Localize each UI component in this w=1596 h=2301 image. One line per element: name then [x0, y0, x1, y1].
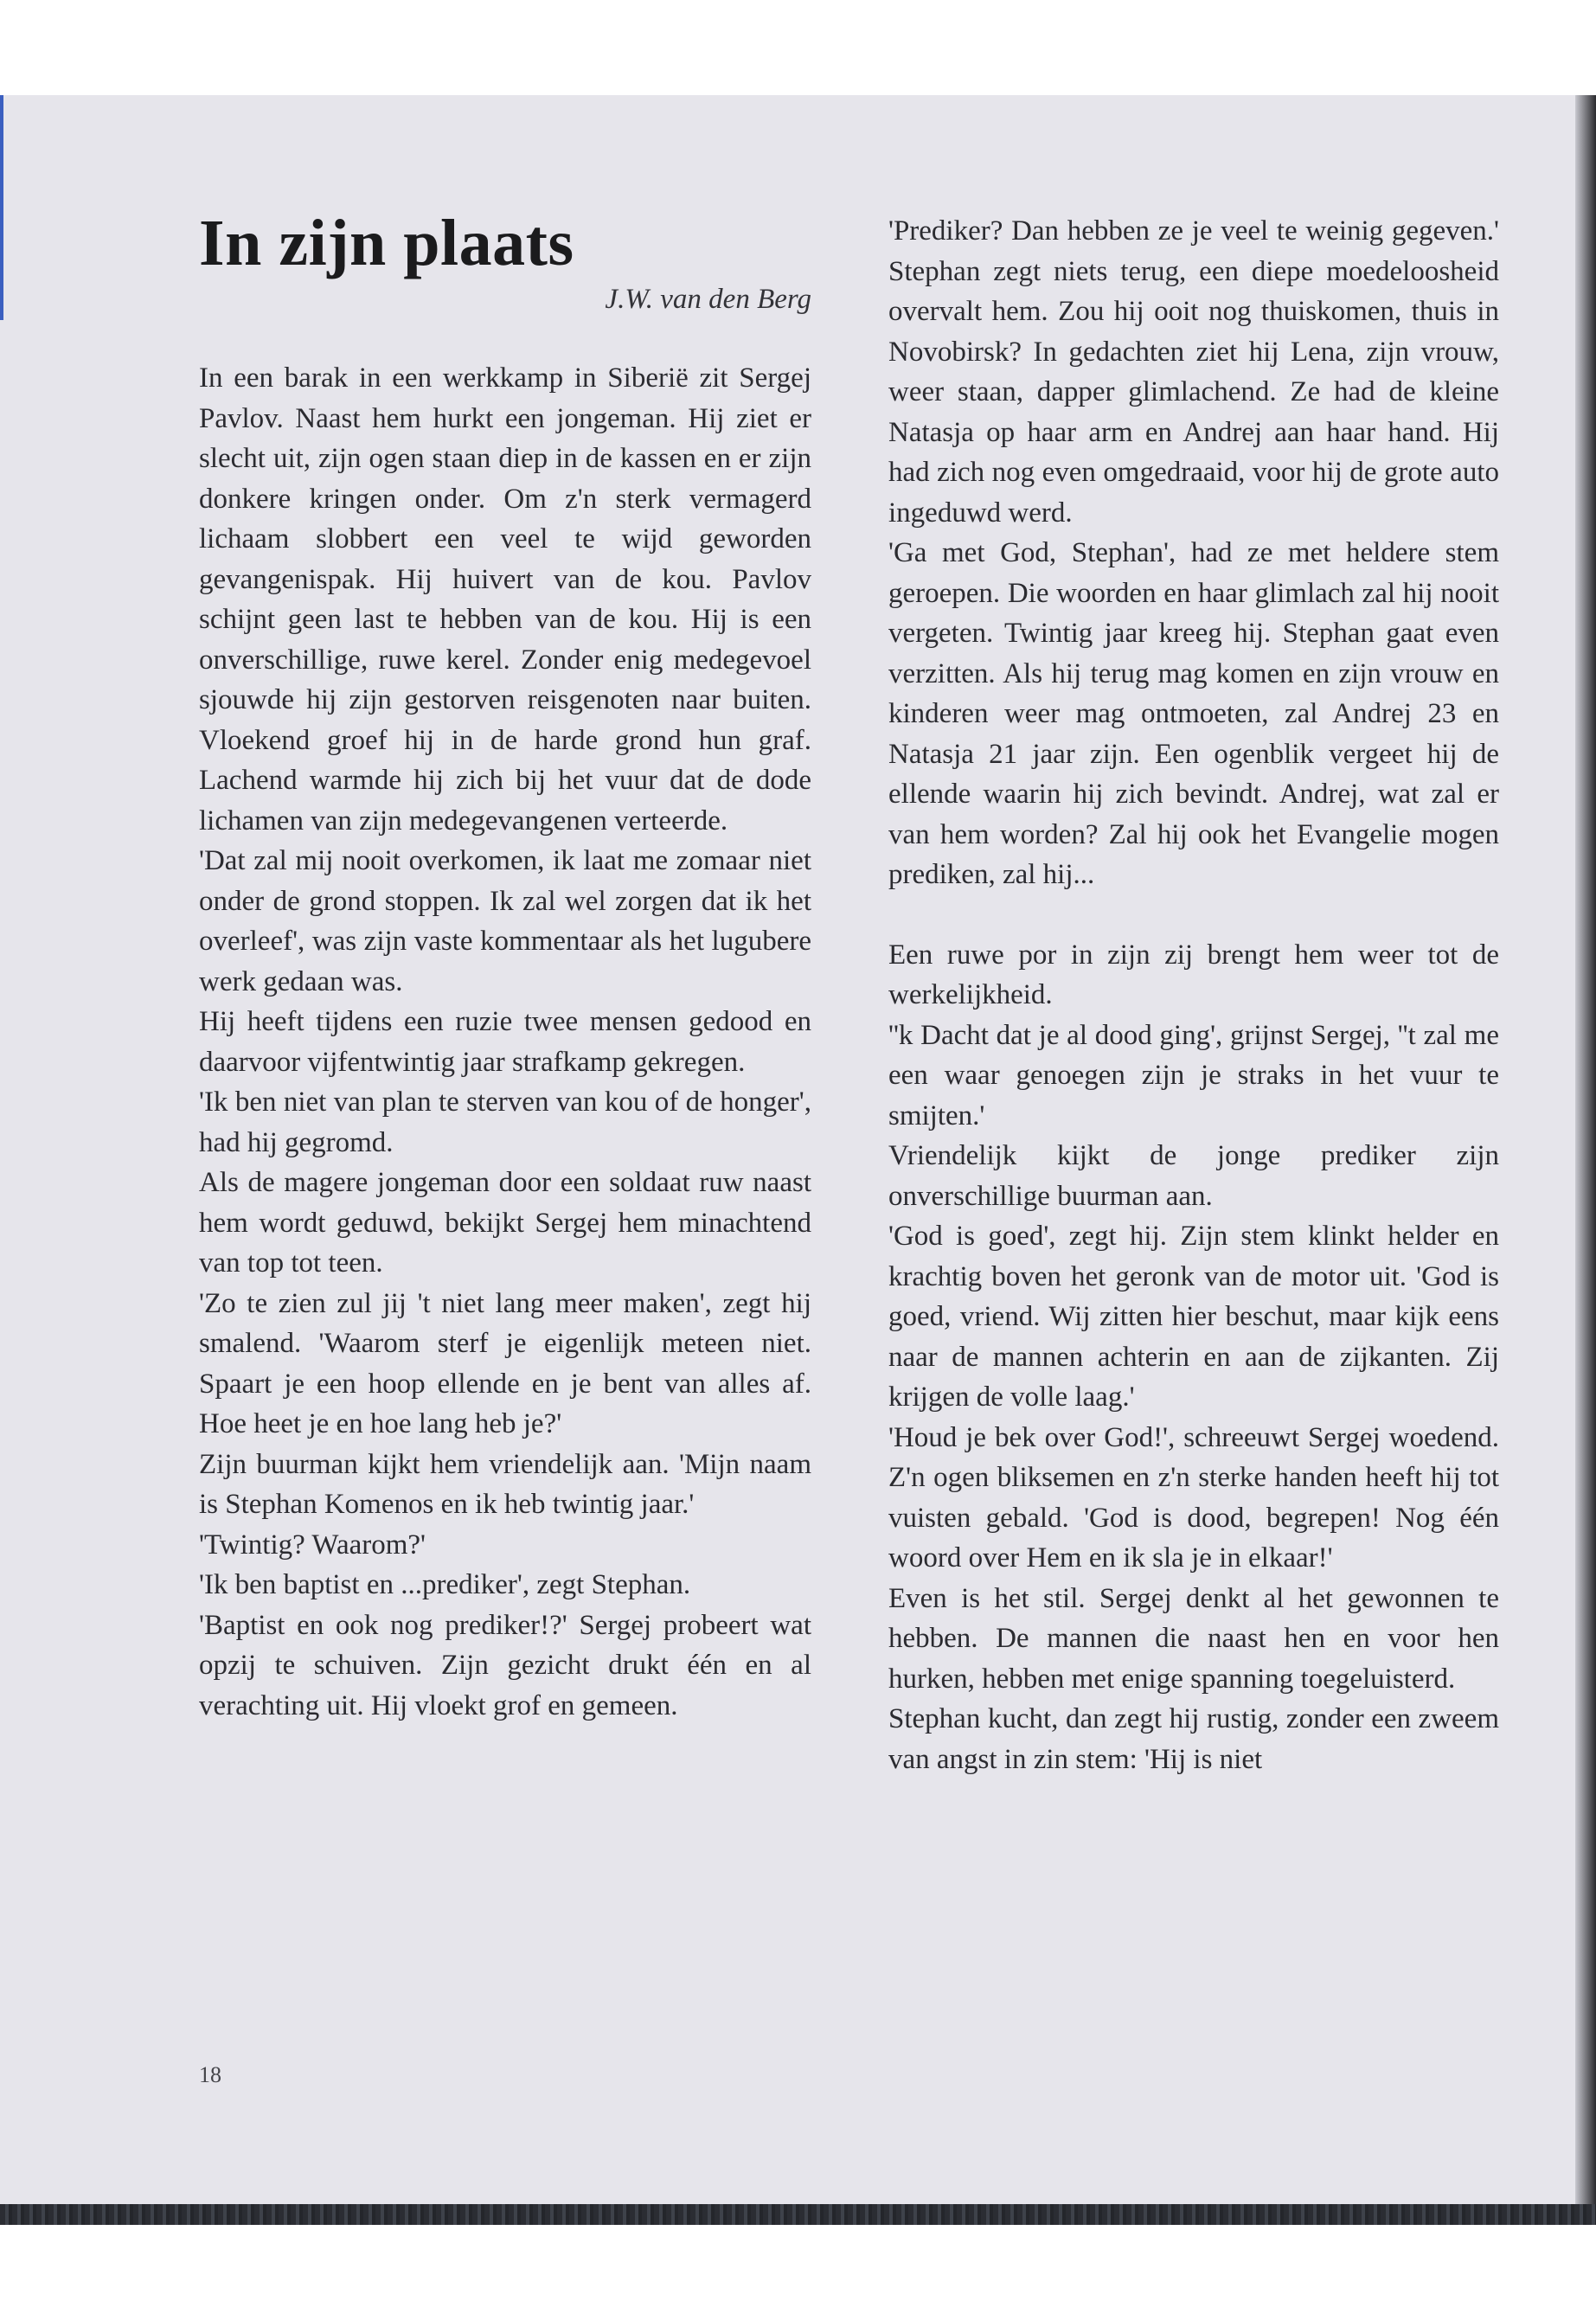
paragraph: Vriendelijk kijkt de jonge prediker zijn onverschillige buurman aan.	[888, 1140, 1499, 1212]
paragraph: 'Twintig? Waarom?'	[199, 1529, 426, 1561]
paragraph: 'Ga met God, Stephan', had ze met heldere stem geroepen. Die woorden en haar glimlach zal hij nooit vergeten. Twintig jaar kreeg hij. Stephan gaat even verzitten. Als hij terug mag komen en zijn vrouw en kinderen weer mag ontmoeten, zal Andrej 23 en Natasja 21 jaar zijn. Een ogenblik vergeet hij de ellende waarin hij zich bevindt. Andrej, wat zal er van hem worden? Zal hij ook het Evangelie mogen prediken, zal hij...	[888, 537, 1499, 890]
paragraph: Stephan kucht, dan zegt hij rustig, zonder een zweem van angst in zin stem: 'Hij is niet	[888, 1703, 1499, 1775]
paragraph: ''k Dacht dat je al dood ging', grijnst Sergej, ''t zal me een waar genoegen zijn je straks in het vuur te smijten.'	[888, 1019, 1499, 1131]
section-break	[888, 895, 1499, 935]
text-column-right	[888, 211, 1499, 1779]
paragraph: 'Dat zal mij nooit overkomen, ik laat me zomaar niet onder de grond stoppen. Ik zal wel zorgen dat ik het overleef', was zijn vaste kommentaar als het lugubere werk gedaan was.	[199, 845, 811, 997]
article-title: In zijn plaats	[199, 207, 574, 279]
paragraph: 'Ik ben baptist en ...prediker', zegt Stephan.	[199, 1569, 691, 1600]
text-column-left	[199, 358, 811, 1726]
paragraph: 'Houd je bek over God!', schreeuwt Sergej woedend. Z'n ogen bliksemen en z'n sterke handen heeft hij tot vuisten gebald. 'God is dood, begrepen! Nog één woord over Hem en ik sla je in elkaar!'	[888, 1421, 1499, 1574]
paragraph: 'Zo te zien zul jij 't niet lang meer maken', zegt hij smalend. 'Waarom sterf je eigenlijk meteen niet. Spaart je een hoop ellende en je bent van alles af. Hoe heet je en hoe lang heb je?'	[199, 1287, 811, 1439]
paragraph: 'Ik ben niet van plan te sterven van kou of de honger', had hij gegromd.	[199, 1086, 811, 1158]
paragraph: 'God is goed', zegt hij. Zijn stem klinkt helder en krachtig boven het geronk van de motor uit. 'God is goed, vriend. Wij zitten hier beschut, maar kijk eens naar de mannen achterin en aan de zijkanten. Zij krijgen de volle laag.'	[888, 1221, 1499, 1413]
paragraph: 'Baptist en ook nog prediker!?' Sergej probeert wat opzij te schuiven. Zijn gezicht drukt één en al verachting uit. Hij vloekt grof en gemeen.	[199, 1609, 811, 1721]
paragraph: Als de magere jongeman door een soldaat ruw naast hem wordt geduwd, bekijkt Sergej hem minachtend van top tot teen.	[199, 1167, 811, 1279]
paragraph: In een barak in een werkkamp in Siberië zit Sergej Pavlov. Naast hem hurkt een jongeman. Hij ziet er slecht uit, zijn ogen staan diep in de kassen en er zijn donkere kringen onder. Om z'n sterk vermagerd lichaam slobbert een veel te wijd geworden gevangenispak. Hij huivert van de kou. Pavlov schijnt geen last te hebben van de kou. Hij is een onverschillige, ruwe kerel. Zonder enig medegevoel sjouwde hij zijn gestorven reisgenoten naar buiten. Vloekend groef hij in de harde grond hun graf. Lachend warmde hij zich bij het vuur dat de dode lichamen van zijn medegevangenen verteerde.	[199, 362, 811, 836]
book-spine-shadow	[1575, 95, 1596, 2206]
paragraph: 'Prediker? Dan hebben ze je veel te weinig gegeven.' Stephan zegt niets terug, een diepe moedeloosheid overvalt hem. Zou hij ooit nog thuiskomen, thuis in Novobirsk? In gedachten ziet hij Lena, zijn vrouw, weer staan, dapper glimlachend. Ze had de kleine Natasja op haar arm en Andrej aan haar hand. Hij had zich nog even omgedraaid, voor hij de grote auto ingeduwd werd.	[888, 215, 1499, 529]
paragraph: Zijn buurman kijkt hem vriendelijk aan. 'Mijn naam is Stephan Komenos en ik heb twintig jaar.'	[199, 1448, 811, 1520]
page-number: 18	[199, 2062, 221, 2087]
paragraph: Een ruwe por in zijn zij brengt hem weer tot de werkelijkheid.	[888, 939, 1499, 1010]
page-edge-left	[0, 95, 3, 320]
book-cover-edge	[0, 2204, 1596, 2225]
article-author: J.W. van den Berg	[605, 284, 811, 315]
paragraph: Even is het stil. Sergej denkt al het gewonnen te hebben. De mannen die naast hen en voor hen hurken, hebben met enige spanning toegeluisterd.	[888, 1582, 1499, 1695]
paragraph: Hij heeft tijdens een ruzie twee mensen gedood en daarvoor vijfentwintig jaar strafkamp gekregen.	[199, 1006, 811, 1078]
